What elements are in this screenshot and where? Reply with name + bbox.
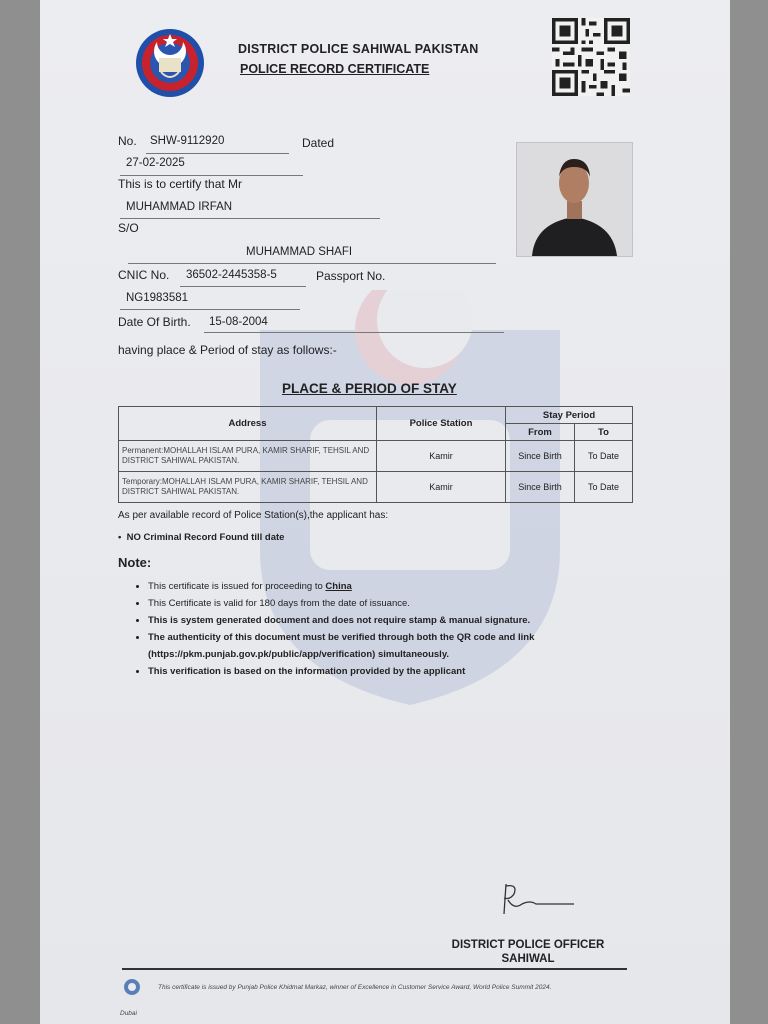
dob-label: Date Of Birth. — [118, 315, 191, 329]
applicant-name: MUHAMMAD IRFAN — [126, 201, 233, 213]
row-station: Kamir — [377, 472, 506, 503]
stay-intro: having place & Period of stay as follows:- — [118, 343, 337, 357]
col-to: To — [575, 424, 633, 441]
signatory — [418, 938, 638, 966]
row-to: To Date — [575, 441, 633, 472]
police-logo-icon — [135, 28, 205, 98]
row-from: Since Birth — [506, 441, 575, 472]
row-address: Permanent:MOHALLAH ISLAM PURA, KAMIR SHARIF, TEHSIL AND DISTRICT SAHIWAL PAKISTAN. — [119, 441, 377, 472]
note-text: This certificate is issued for proceeding to — [148, 581, 326, 592]
stay-title: PLACE & PERIOD OF STAY — [282, 381, 457, 396]
dated-value: 27-02-2025 — [126, 157, 185, 169]
certify-label: This is to certify that Mr — [118, 177, 243, 191]
col-period: Stay Period — [506, 407, 633, 424]
khidmat-logo-icon — [122, 978, 142, 996]
note-item: • This verification is based on the information provided by the applicant — [148, 663, 608, 680]
signatory-district: SAHIWAL — [501, 953, 555, 965]
header-subtitle: POLICE RECORD CERTIFICATE — [240, 62, 430, 76]
header-title: DISTRICT POLICE SAHIWAL PAKISTAN — [238, 42, 479, 56]
signatory-title: DISTRICT POLICE OFFICER — [451, 939, 605, 951]
passport-label: Passport No. — [316, 269, 386, 283]
notes-heading: Note: — [118, 555, 152, 570]
so-label: S/O — [118, 221, 139, 235]
qr-code-icon[interactable] — [552, 16, 630, 98]
col-station: Police Station — [377, 407, 506, 441]
cnic-label: CNIC No. — [118, 268, 170, 282]
stay-table — [118, 406, 633, 503]
col-address: Address — [119, 407, 377, 441]
father-name: MUHAMMAD SHAFI — [246, 246, 353, 258]
row-station: Kamir — [377, 441, 506, 472]
no-label: No. — [118, 134, 137, 148]
bullet-icon: • — [118, 532, 127, 543]
dob-value: 15-08-2004 — [209, 316, 268, 328]
row-to: To Date — [575, 472, 633, 503]
criminal-record — [118, 532, 284, 543]
note-item: • The authenticity of this document must be verified through both the QR code and link (https://pkm.punjab.gov.pk/public/app/verification) simultaneously. — [148, 629, 608, 663]
dated-label: Dated — [302, 136, 335, 150]
note-item — [148, 578, 608, 595]
certificate-paper — [40, 0, 730, 1024]
footer-text: This certificate is issued by Punjab Police Khidmat Markaz, winner of Excellence in Customer Service Award, World Police Summit 2024. — [158, 984, 552, 991]
footer-small: Dubai — [120, 1010, 137, 1017]
col-from: From — [506, 424, 575, 441]
record-statement: As per available record of Police Station(s),the applicant has: — [118, 510, 389, 521]
row-address: Temporary:MOHALLAH ISLAM PURA, KAMIR SHARIF, TEHSIL AND DISTRICT SAHIWAL PAKISTAN. — [119, 472, 377, 503]
table-row — [119, 441, 633, 472]
notes-list — [132, 578, 608, 680]
passport-value: NG1983581 — [126, 292, 189, 304]
note-item: • This Certificate is valid for 180 days from the date of issuance. — [148, 595, 608, 612]
note-item: • This is system generated document and does not require stamp & manual signature. — [148, 612, 608, 629]
row-from: Since Birth — [506, 472, 575, 503]
table-row — [119, 472, 633, 503]
applicant-photo-icon — [517, 143, 632, 256]
certificate-number: SHW-9112920 — [150, 135, 225, 147]
criminal-record-text: NO Criminal Record Found till date — [126, 532, 285, 543]
signature-icon — [500, 880, 580, 920]
note-country: China — [325, 581, 352, 592]
applicant-photo — [516, 142, 633, 257]
cnic-value: 36502-2445358-5 — [186, 269, 277, 281]
